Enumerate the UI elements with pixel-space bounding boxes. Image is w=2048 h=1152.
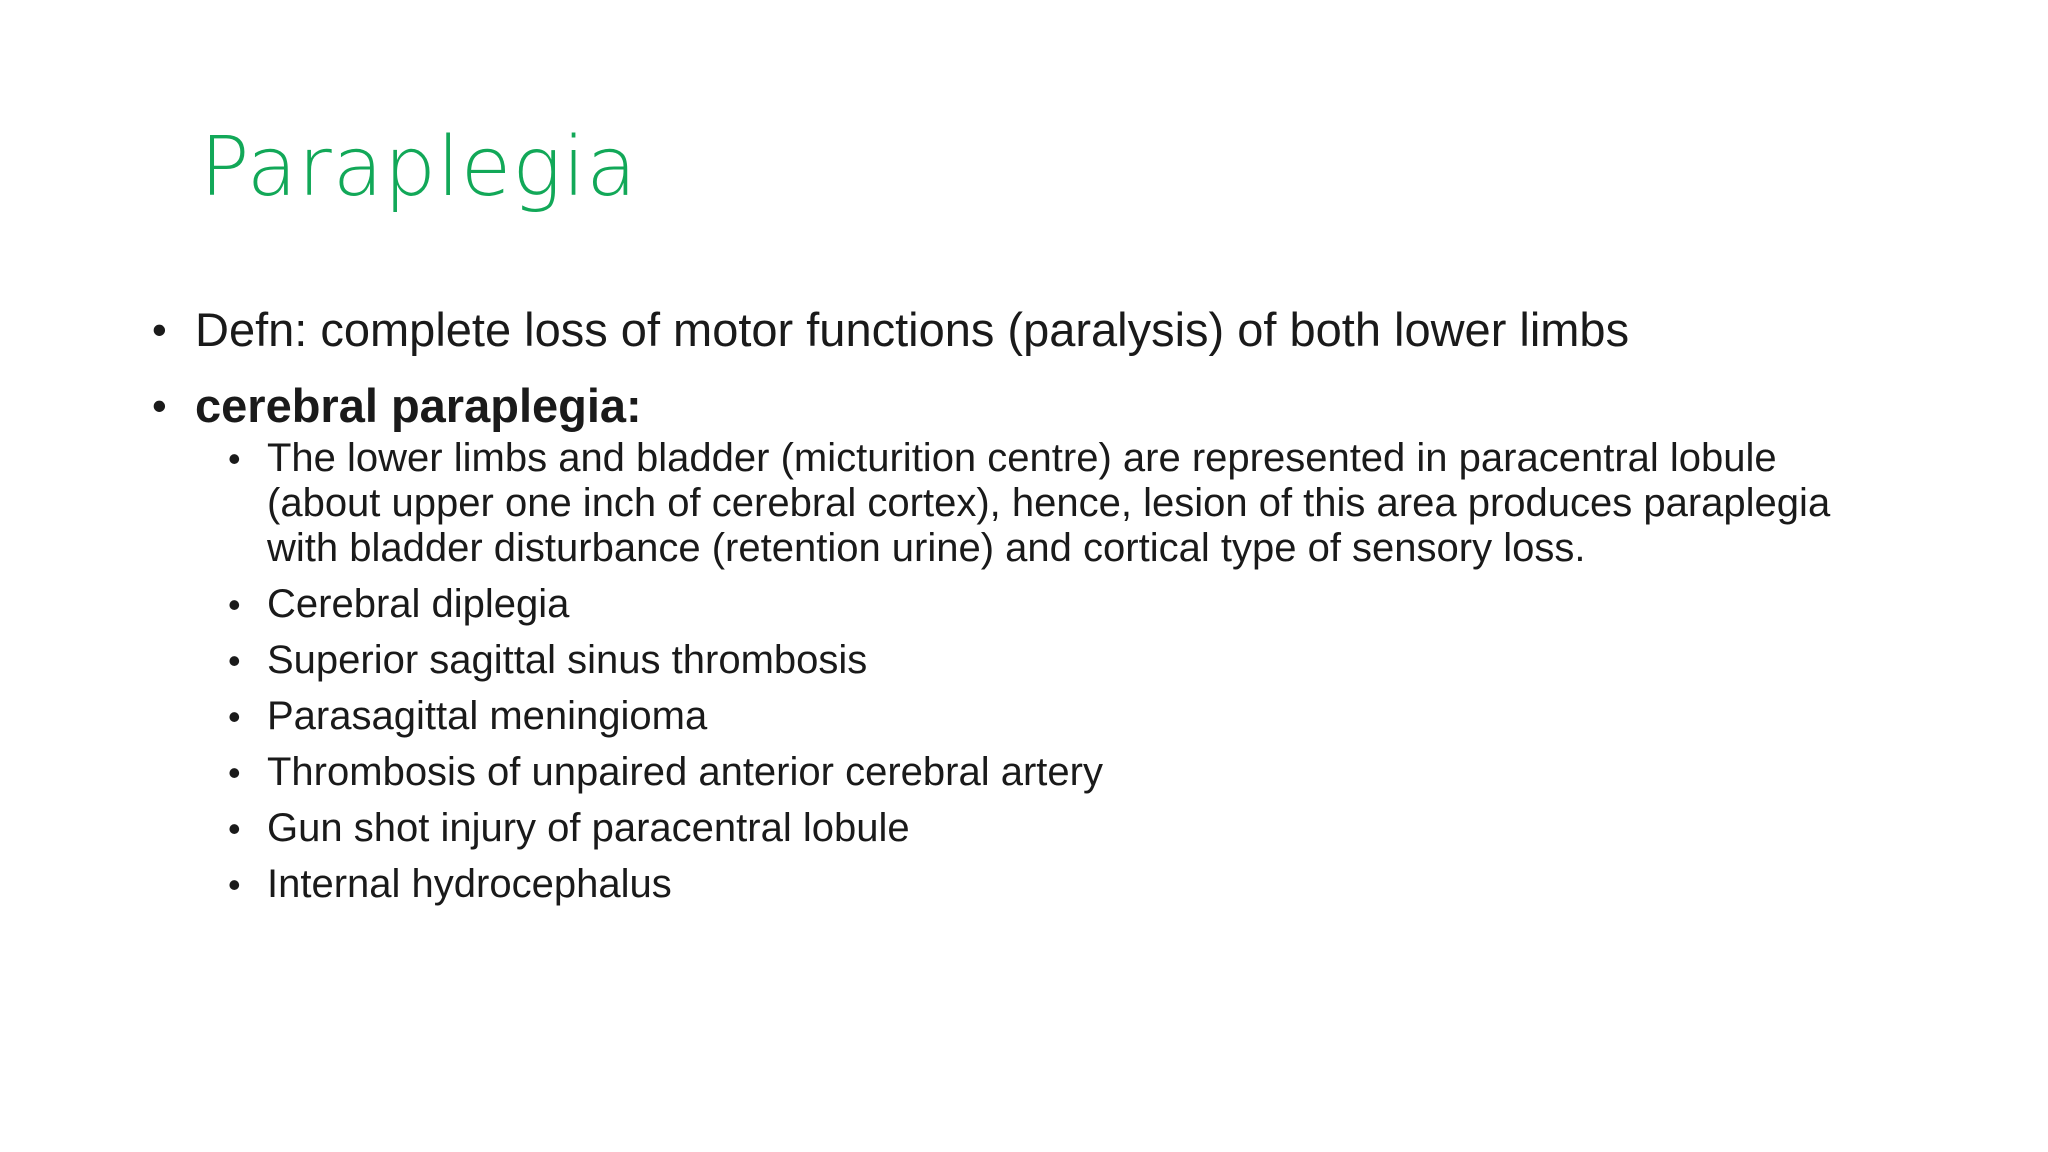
sub-bullet-list (228, 436, 1892, 907)
sub-bullet-text: Superior sagittal sinus thrombosis (267, 638, 868, 682)
bullet-item-definition (152, 300, 1892, 360)
bullet-icon: • (228, 864, 241, 905)
sub-bullet-item (228, 638, 1892, 683)
sub-bullet-item (228, 750, 1892, 795)
sub-bullet-text: Thrombosis of unpaired anterior cerebral artery (267, 750, 1103, 794)
sub-bullet-text: Internal hydrocephalus (267, 862, 672, 906)
sub-bullet-item (228, 806, 1892, 851)
bullet-icon: • (228, 438, 241, 479)
sub-bullet-item (228, 582, 1892, 627)
sub-bullet-item (228, 862, 1892, 907)
slide-body (152, 300, 1892, 923)
bullet-icon: • (228, 808, 241, 849)
bullet-icon: • (228, 640, 241, 681)
bullet-icon: • (228, 752, 241, 793)
bullet-list (152, 300, 1892, 907)
sub-bullet-text: Gun shot injury of paracentral lobule (267, 806, 910, 850)
sub-bullet-text: Parasagittal meningioma (267, 694, 708, 738)
bullet-text: cerebral paraplegia: (195, 379, 642, 432)
bullet-icon: • (228, 584, 241, 625)
slide-title: Paraplegia (200, 120, 638, 215)
bullet-icon: • (228, 696, 241, 737)
sub-bullet-item (228, 436, 1892, 571)
bullet-icon: • (152, 306, 167, 353)
bullet-item-cerebral-paraplegia (152, 376, 1892, 907)
bullet-icon: • (152, 382, 167, 429)
sub-bullet-item (228, 694, 1892, 739)
bullet-text: Defn: complete loss of motor functions (paralysis) of both lower limbs (195, 303, 1630, 356)
sub-bullet-text: The lower limbs and bladder (micturition centre) are represented in paracentral lobule (about upper one inch of cerebral cortex), hence, lesion of this area produces paraplegia with bladder disturbance (retention urine) and cortical type of sensory loss. (267, 436, 1831, 570)
sub-bullet-text: Cerebral diplegia (267, 582, 570, 626)
